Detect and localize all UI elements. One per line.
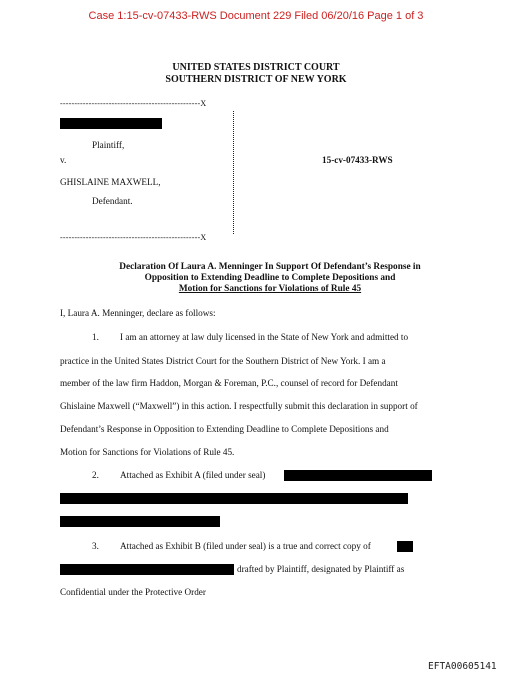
court-name: UNITED STATES DISTRICT COURT [172,62,340,73]
para-2-number: 2. [92,470,99,480]
para-1-line: member of the law firm Haddon, Morgan & Foreman, P.C., counsel of record for Defendant [60,378,398,388]
para-1-line: I am an attorney at law duly licensed in the State of New York and admitted to [120,332,409,342]
redaction-plaintiff-name [60,118,162,129]
para-1-line: Defendant’s Response in Opposition to Extending Deadline to Complete Depositions and [60,424,389,434]
defendant-label: Defendant. [92,196,133,206]
case-number: 15-cv-07433-RWS [322,155,393,165]
para-3-line: Attached as Exhibit B (filed under seal) is a true and correct copy of [120,541,371,551]
caption-dash-bottom: -------------------------------------------------X [60,233,207,242]
bates-number: EFTA00605141 [428,661,497,672]
doc-title-line-1: Declaration Of Laura A. Menninger In Support Of Defendant’s Response in [119,262,421,272]
caption-divider [233,111,234,234]
para-3-line: Confidential under the Protective Order [60,587,206,597]
redaction-bar [397,541,413,552]
doc-title-line-2: Opposition to Extending Deadline to Complete Depositions and [144,273,396,283]
para-3-number: 3. [92,541,99,551]
redaction-bar [60,564,234,575]
defendant-name: GHISLAINE MAXWELL, [60,177,161,187]
para-1-line: Motion for Sanctions for Violations of Rule 45. [60,447,235,457]
case-header: Case 1:15-cv-07433-RWS Document 229 Filed 06/20/16 Page 1 of 3 [88,10,424,22]
court-district: SOUTHERN DISTRICT OF NEW YORK [165,74,347,85]
para-1-number: 1. [92,332,99,342]
redaction-bar [60,493,408,504]
para-1-line: Ghislaine Maxwell (“Maxwell”) in this action. I respectfully submit this declaration in support of [60,401,418,411]
para-1-line: practice in the United States District Court for the Southern District of New York. I am a [60,356,386,366]
versus-label: v. [60,155,67,165]
caption-dash-top: -------------------------------------------------X [60,99,207,108]
redaction-bar [60,516,220,527]
doc-title-line-3: Motion for Sanctions for Violations of Rule 45 [178,284,362,294]
redaction-bar [284,470,432,481]
plaintiff-label: Plaintiff, [92,140,125,150]
para-2-line: Attached as Exhibit A (filed under seal) [120,470,266,480]
intro-line: I, Laura A. Menninger, declare as follows: [60,308,216,318]
para-3-line: drafted by Plaintiff, designated by Plaintiff as [237,564,405,574]
